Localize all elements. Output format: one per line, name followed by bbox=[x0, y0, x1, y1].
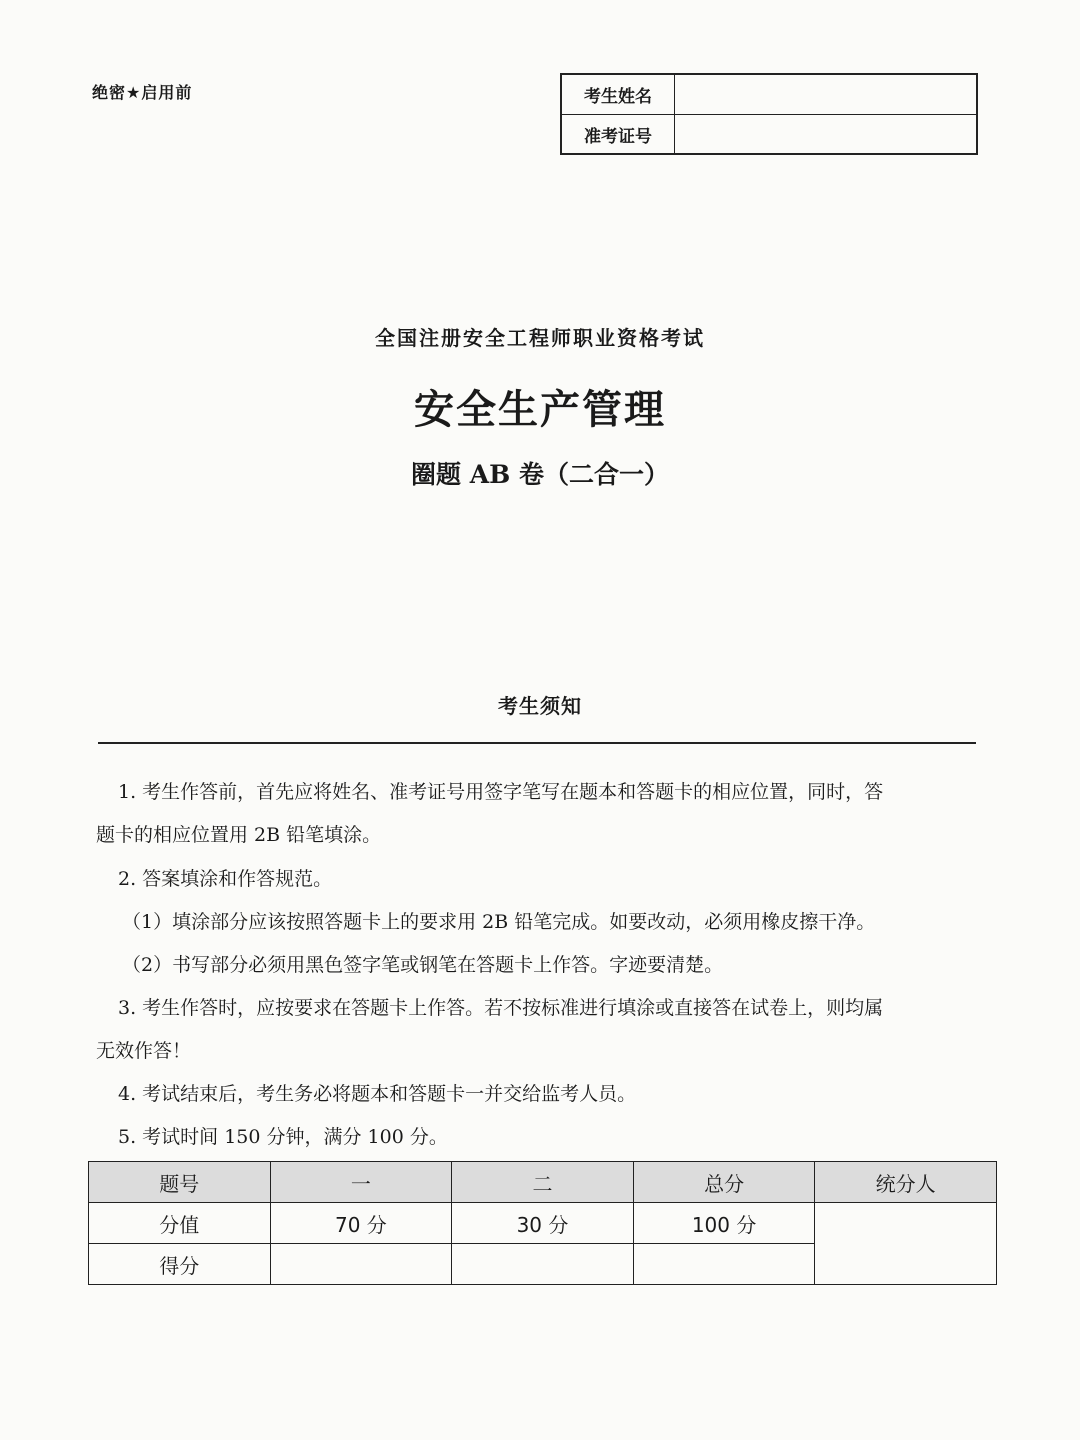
notice-line: （1）填涂部分应该按照答题卡上的要求用 2B 铅笔完成。如要改动，必须用橡皮擦干净。 bbox=[122, 911, 876, 933]
notice-line: 1. 考生作答前，首先应将姓名、准考证号用签字笔写在题本和答题卡的相应位置，同时，答 bbox=[118, 781, 884, 803]
notice-line: 无效作答！ bbox=[96, 1040, 192, 1062]
points-label: 分值 bbox=[89, 1203, 271, 1244]
score-label: 得分 bbox=[89, 1244, 271, 1285]
notice-line: 5. 考试时间 150 分钟，满分 100 分。 bbox=[118, 1126, 448, 1148]
score-table bbox=[88, 1161, 997, 1285]
candidate-name-label: 考生姓名 bbox=[562, 75, 675, 114]
scorer-cell[interactable] bbox=[815, 1203, 997, 1285]
points-cell: 30 分 bbox=[452, 1203, 634, 1244]
candidate-info-box bbox=[560, 73, 978, 155]
candidate-id-label: 准考证号 bbox=[562, 115, 675, 154]
score-cell[interactable] bbox=[633, 1244, 815, 1285]
notice-line: 3. 考生作答时，应按要求在答题卡上作答。若不按标准进行填涂或直接答在试卷上，则均属 bbox=[118, 997, 884, 1019]
notice-divider bbox=[98, 742, 976, 744]
notice-title: 考生须知 bbox=[498, 694, 582, 718]
candidate-id-row bbox=[562, 114, 976, 154]
subject-title: 安全生产管理 bbox=[414, 387, 666, 433]
notice-line: （2）书写部分必须用黑色签字笔或钢笔在答题卡上作答。字迹要清楚。 bbox=[122, 954, 724, 976]
notice-line: 2. 答案填涂和作答规范。 bbox=[118, 868, 333, 890]
points-row bbox=[89, 1203, 997, 1244]
score-cell[interactable] bbox=[270, 1244, 452, 1285]
notice-line: 题卡的相应位置用 2B 铅笔填涂。 bbox=[96, 824, 382, 846]
candidate-id-field[interactable] bbox=[675, 115, 976, 154]
points-cell: 100 分 bbox=[633, 1203, 815, 1244]
classification-mark: 绝密★启用前 bbox=[92, 83, 193, 102]
score-table-header-row bbox=[89, 1162, 997, 1203]
header-cell: 统分人 bbox=[815, 1162, 997, 1203]
header-cell: 题号 bbox=[89, 1162, 271, 1203]
candidate-name-field[interactable] bbox=[675, 75, 976, 114]
notice-line: 4. 考试结束后，考生务必将题本和答题卡一并交给监考人员。 bbox=[118, 1083, 637, 1105]
paper-type: 圈题 AB 卷（二合一） bbox=[411, 460, 669, 489]
points-cell: 70 分 bbox=[270, 1203, 452, 1244]
score-cell[interactable] bbox=[452, 1244, 634, 1285]
header-cell: 二 bbox=[452, 1162, 634, 1203]
exam-name: 全国注册安全工程师职业资格考试 bbox=[375, 326, 705, 350]
candidate-name-row bbox=[562, 75, 976, 114]
header-cell: 一 bbox=[270, 1162, 452, 1203]
header-cell: 总分 bbox=[633, 1162, 815, 1203]
